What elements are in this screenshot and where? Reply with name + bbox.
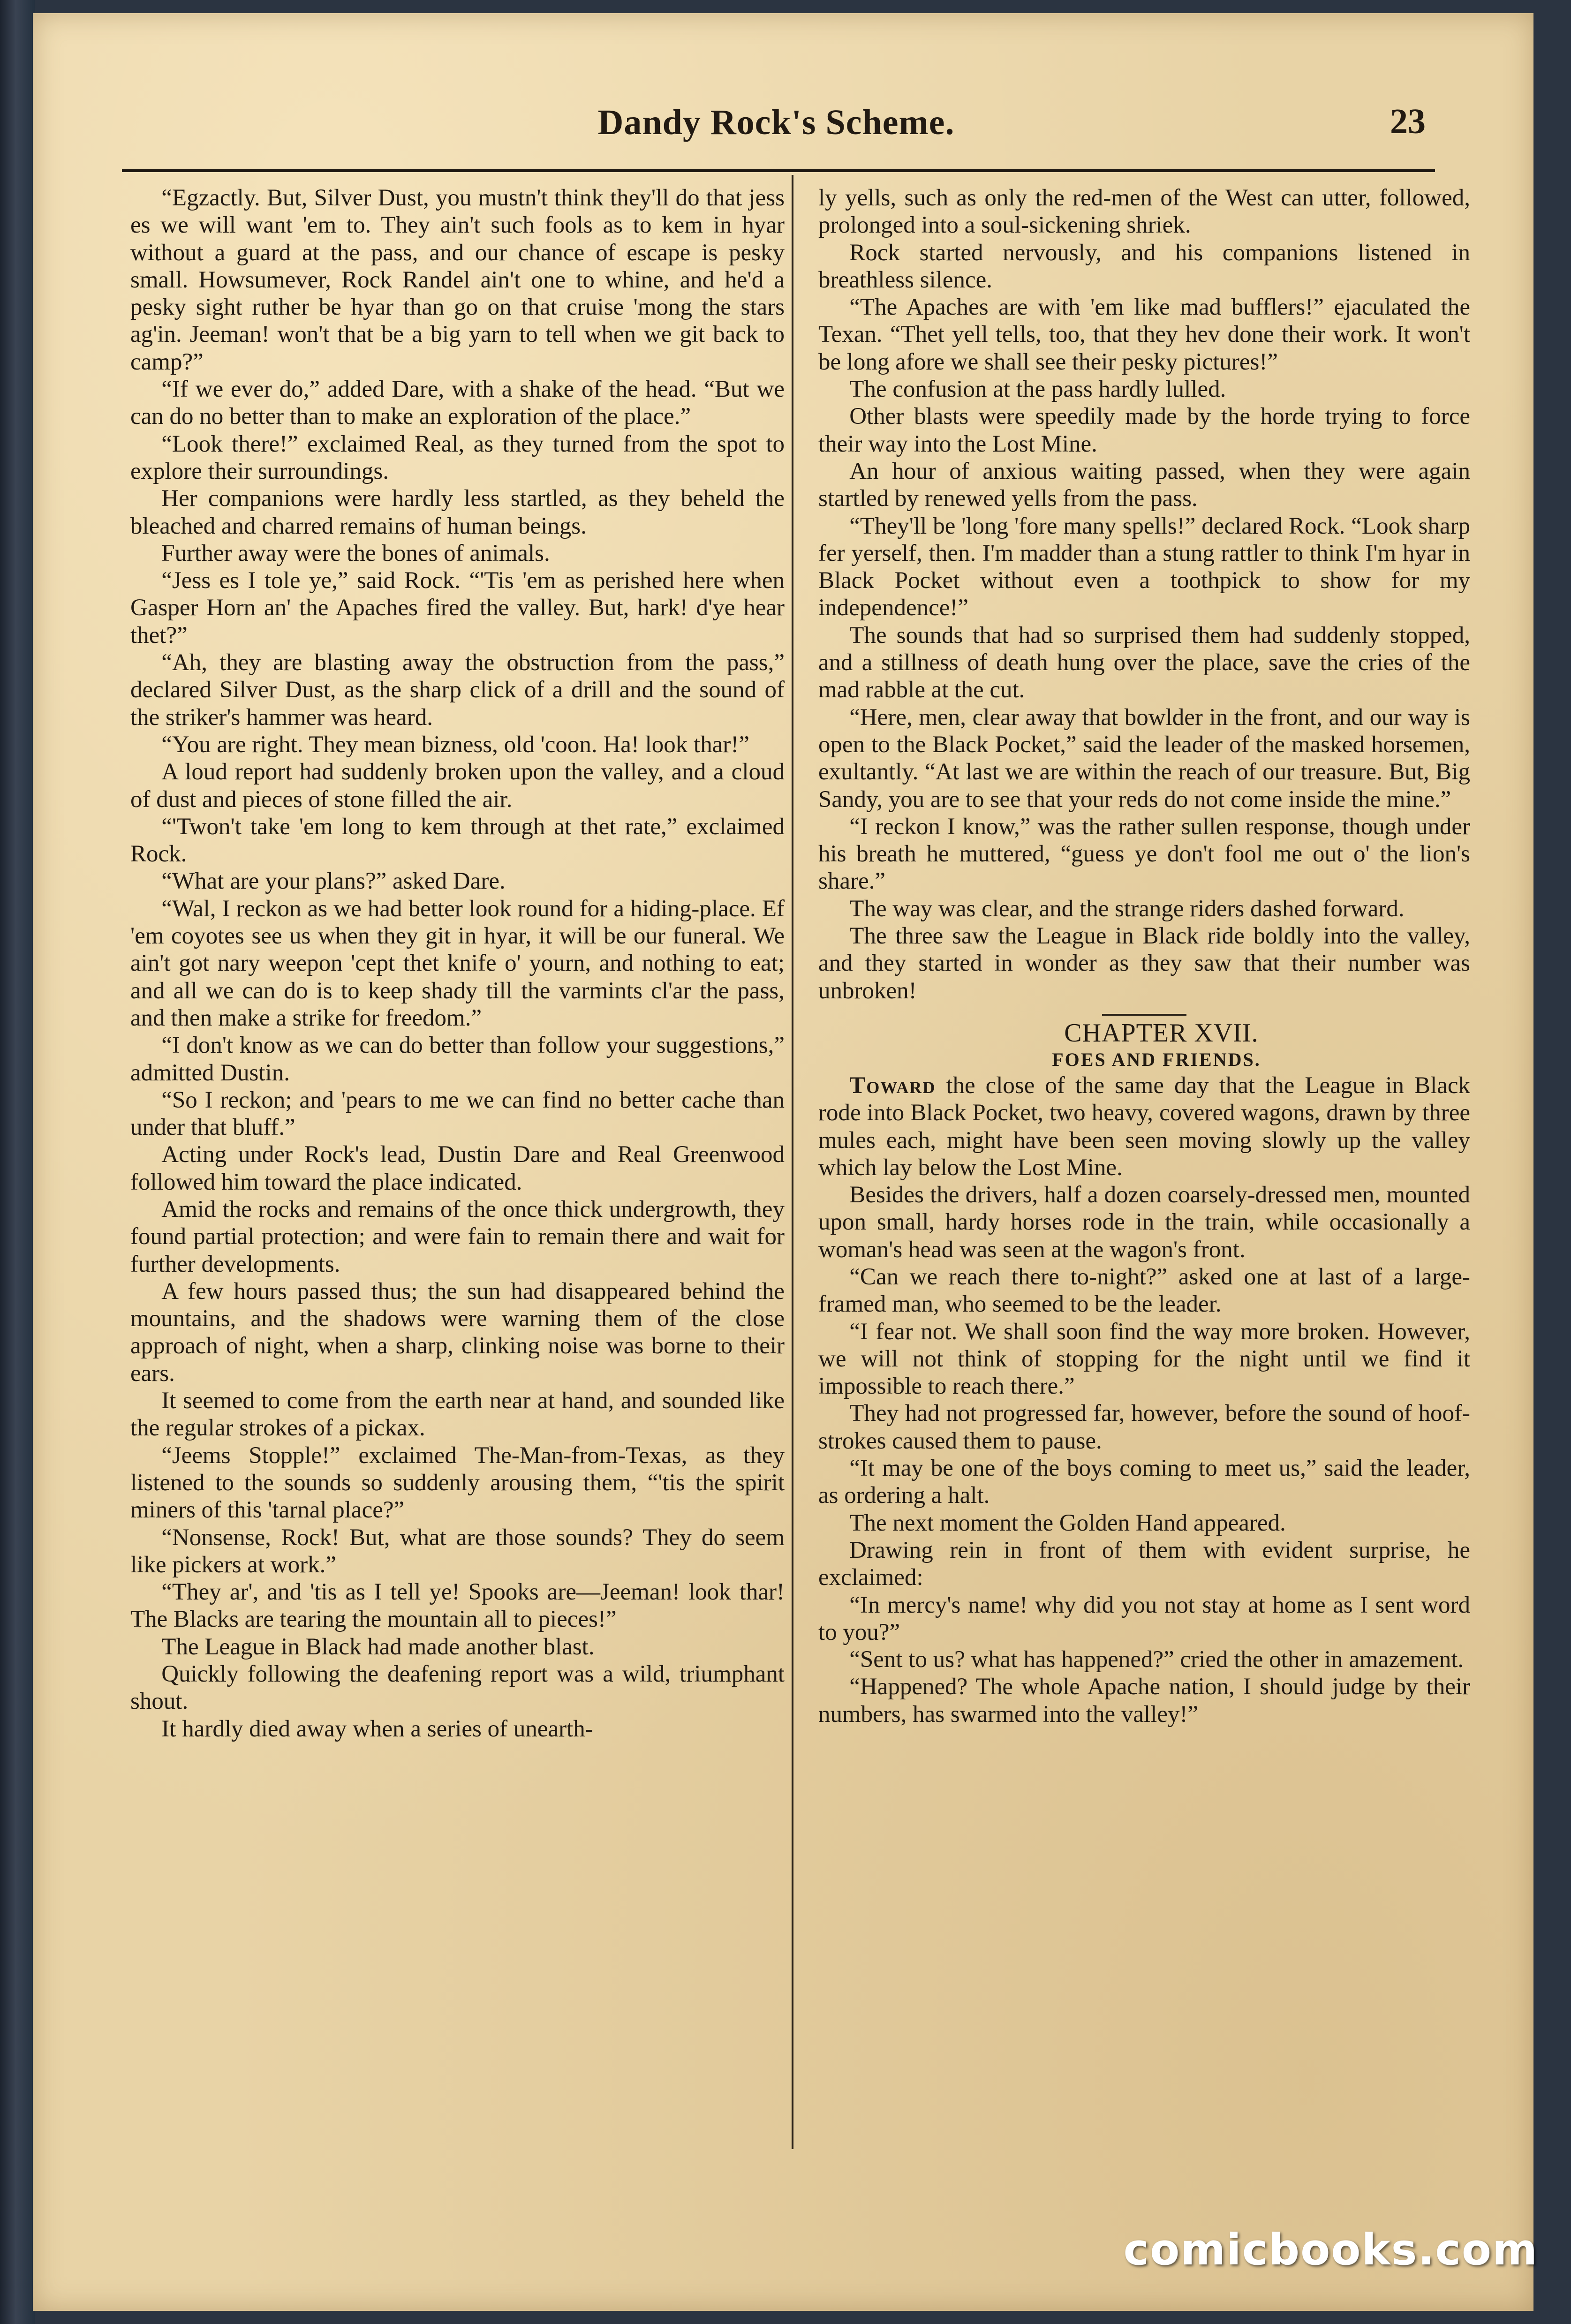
paragraph: The League in Black had made another blast.: [161, 1633, 595, 1660]
page-number: 23: [1390, 102, 1426, 141]
paragraph: “Egzactly. But, Silver Dust, you mustn't think they'll do that jess es we will want 'em to. They ain't such fools as to kem in hyar without a guard at the pass, and our chance of escape is pesky small. Howsumever, Rock Randel ain't one to whine, and he'd a pesky sight ruther be hyar than go on that cruise 'mong the stars ag'in. Jeeman! won't that be a big yarn to tell when we git back to camp?”: [130, 185, 785, 375]
paragraph: “In mercy's name! why did you not stay at home as I sent word to you?”: [818, 1592, 1470, 1645]
paragraph: Further away were the bones of animals.: [161, 540, 550, 566]
paragraph: “If we ever do,” added Dare, with a shake of the head. “But we can do no better than to make an exploration of the place.”: [130, 376, 785, 430]
paragraph: Quickly following the deafening report was a wild, triumphant shout.: [130, 1661, 785, 1715]
paragraph: “Jess es I tole ye,” said Rock. “'Tis 'em as perished here when Gasper Horn an' the Apaches fired the valley. But, hark! d'ye hear thet?”: [130, 567, 785, 649]
paragraph: “Happened? The whole Apache nation, I should judge by their numbers, has swarmed into the valley!”: [818, 1674, 1470, 1728]
paragraph: The three saw the League in Black ride boldly into the valley, and they started in wonder as they saw that their number was unbroken!: [818, 923, 1470, 1004]
paragraph: It seemed to come from the earth near at hand, and sounded like the regular strokes of a pickax.: [130, 1388, 785, 1441]
left-column: [130, 184, 785, 1743]
paragraph: “It may be one of the boys coming to meet us,” said the leader, as ordering a halt.: [818, 1455, 1470, 1509]
paragraph: “What are your plans?” asked Dare.: [161, 868, 506, 895]
paragraph: The way was clear, and the strange riders dashed forward.: [849, 895, 1405, 922]
paragraph: “I don't know as we can do better than follow your suggestions,” admitted Dustin.: [130, 1032, 785, 1086]
paragraph: Acting under Rock's lead, Dustin Dare and Real Greenwood followed him toward the place indicated.: [130, 1141, 785, 1195]
chapter-rule: [1102, 1014, 1186, 1016]
paragraph: “Ah, they are blasting away the obstruction from the pass,” declared Silver Dust, as the sharp click of a drill and the sound of the striker's hammer was heard.: [130, 649, 785, 731]
chapter-subtitle: FOES AND FRIENDS.: [1052, 1049, 1261, 1070]
paragraph: “Can we reach there to-night?” asked one at last of a large-framed man, who seemed to be the leader.: [818, 1263, 1470, 1318]
page-sheet: [33, 13, 1533, 2311]
paragraph: “'Twon't take 'em long to kem through at thet rate,” exclaimed Rock.: [130, 813, 785, 868]
opening-text: the close of the same day that the League in Black rode into Black Pocket, two heavy, covered wagons, drawn by three mules each, might have been seen moving slowly up the valley which lay below the Lost Mine.: [818, 1072, 1470, 1181]
paragraph: “Nonsense, Rock! But, what are those sounds? They do seem like pickers at work.”: [130, 1524, 785, 1578]
book-binding-edge: [0, 0, 35, 2324]
paragraph: The confusion at the pass hardly lulled.: [849, 376, 1226, 403]
paragraph: Rock started nervously, and his companions listened in breathless silence.: [818, 239, 1470, 293]
paragraph: “Look there!” exclaimed Real, as they turned from the spot to explore their surroundings.: [130, 430, 785, 484]
page-header: [127, 93, 1426, 154]
chapter-opening-paragraph: [818, 1072, 1470, 1181]
paragraph: Drawing rein in front of them with evident surprise, he exclaimed:: [818, 1537, 1470, 1591]
paragraph: “Wal, I reckon as we had better look round for a hiding-place. Ef 'em coyotes see us when they git in hyar, it will be our funeral. We ain't got nary weepon 'cept thet knife o' yourn, and nothing to eat; and all we can do is to keep shady till the varmints cl'ar the pass, and then make a strike for freedom.”: [130, 895, 785, 1031]
paragraph: The sounds that had so surprised them had suddenly stopped, and a stillness of death hung over the place, save the cries of the mad rabble at the cut.: [818, 622, 1470, 703]
right-column: [818, 184, 1470, 1728]
paragraph: “Here, men, clear away that bowlder in the front, and our way is open to the Black Pocket,” said the leader of the masked horsemen, exultantly. “At last we are within the reach of our treasure. But, Big Sandy, you are to see that your reds do not come inside the mine.”: [818, 704, 1470, 813]
paragraph: “They ar', and 'tis as I tell ye! Spooks are—Jeeman! look thar! The Blacks are tearing the mountain all to pieces!”: [130, 1579, 785, 1633]
paragraph: ly yells, such as only the red-men of the West can utter, followed, prolonged into a soul-sickening shriek.: [818, 185, 1470, 239]
running-title: Dandy Rock's Scheme.: [597, 103, 955, 142]
paragraph: Besides the drivers, half a dozen coarsely-dressed men, mounted upon small, hardy horses rode in the train, while occasionally a woman's head was seen at the wagon's front.: [818, 1182, 1470, 1263]
paragraph: A few hours passed thus; the sun had disappeared behind the mountains, and the shadows were warning them of the close approach of night, when a sharp, clinking noise was borne to their ears.: [130, 1278, 785, 1387]
paragraph: “Sent to us? what has happened?” cried the other in amazement.: [849, 1646, 1464, 1673]
paragraph: Other blasts were speedily made by the horde trying to force their way into the Lost Mine.: [818, 403, 1470, 457]
paragraph: They had not progressed far, however, before the sound of hoof-strokes caused them to pause.: [818, 1400, 1470, 1454]
paragraph: A loud report had suddenly broken upon the valley, and a cloud of dust and pieces of stone filled the air.: [130, 759, 785, 813]
chapter-title: CHAPTER XVII.: [1064, 1018, 1259, 1048]
paragraph: An hour of anxious waiting passed, when they were again startled by renewed yells from the pass.: [818, 458, 1470, 512]
paragraph: The next moment the Golden Hand appeared.: [849, 1509, 1286, 1536]
paragraph: “I fear not. We shall soon find the way more broken. However, we will not think of stopping for the night until we find it impossible to reach there.”: [818, 1318, 1470, 1400]
paragraph: “They'll be 'long 'fore many spells!” declared Rock. “Look sharp fer yerself, then. I'm madder than a stung rattler to think I'm hyar in Black Pocket without even a toothpick to show for my independence!”: [818, 513, 1470, 621]
paragraph: It hardly died away when a series of unearth-: [161, 1715, 593, 1742]
paragraph: “The Apaches are with 'em like mad bufflers!” ejaculated the Texan. “Thet yell tells, too, that they hev done their work. It won't be long afore we shall see their pesky pictures!”: [818, 294, 1470, 375]
site-watermark: comicbooks.com: [1123, 2225, 1538, 2275]
paragraph: “So I reckon; and 'pears to me we can find no better cache than under that bluff.”: [130, 1087, 785, 1141]
paragraph: Amid the rocks and remains of the once thick undergrowth, they found partial protection; and were fain to remain there and wait for further developments.: [130, 1196, 785, 1277]
paragraph: Her companions were hardly less startled, as they beheld the bleached and charred remains of human beings.: [130, 485, 785, 539]
header-rule: [122, 169, 1435, 172]
paragraph: “Jeems Stopple!” exclaimed The-Man-from-Texas, as they listened to the sounds so suddenly arousing them, “'tis the spirit miners of this 'tarnal place?”: [130, 1442, 785, 1524]
paragraph: “I reckon I know,” was the rather sullen response, though under his breath he muttered, “guess ye don't fool me out o' the lion's share.”: [818, 813, 1470, 895]
opening-small-caps: Toward: [849, 1072, 936, 1099]
column-divider: [792, 175, 793, 2149]
paragraph: “You are right. They mean bizness, old 'coon. Ha! look thar!”: [161, 731, 749, 758]
